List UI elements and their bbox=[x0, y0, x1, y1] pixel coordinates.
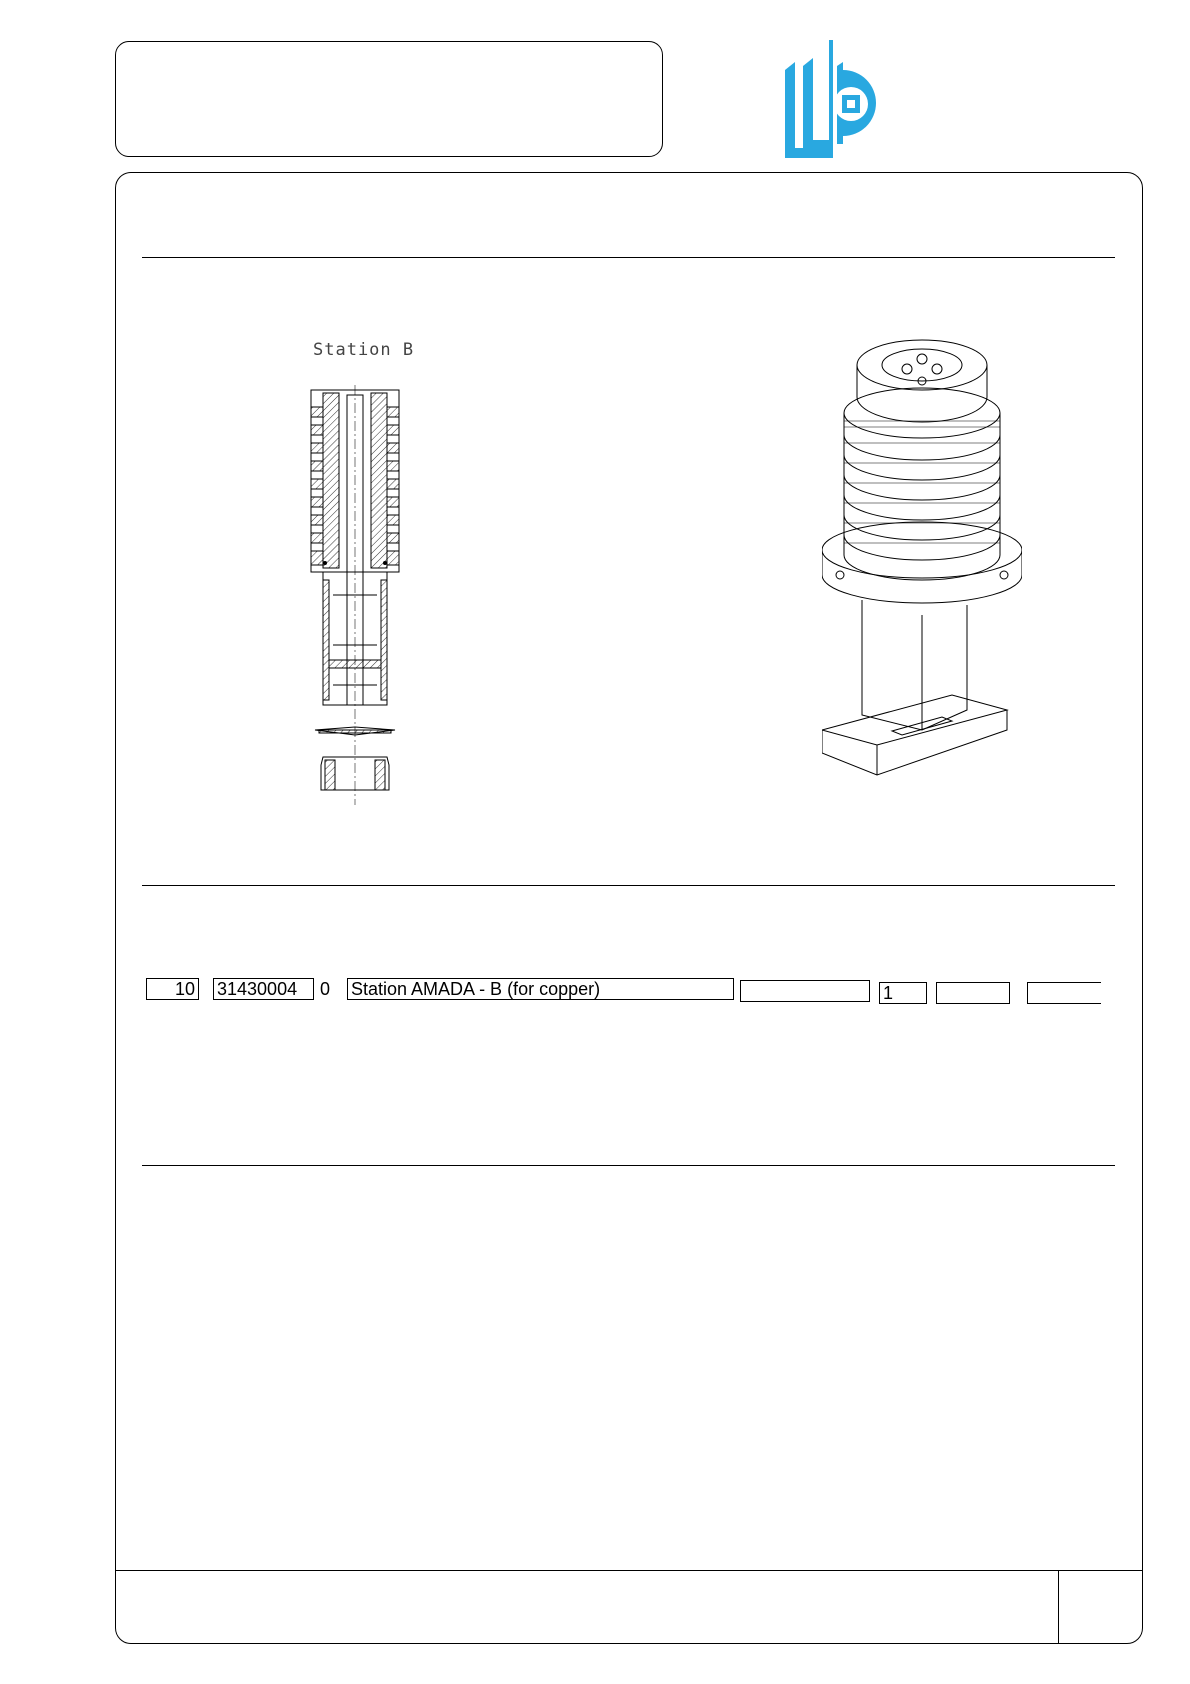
blank-field-5 bbox=[740, 980, 870, 1002]
footer-divider bbox=[115, 1570, 1143, 1571]
part-number-field: 31430004 bbox=[213, 978, 314, 1000]
position-field: 10 bbox=[146, 978, 199, 1000]
quantity-field: 1 bbox=[879, 982, 927, 1004]
blank-field-8 bbox=[1027, 982, 1101, 1004]
isometric-view-drawing bbox=[822, 335, 1022, 810]
blank-field-7 bbox=[936, 982, 1010, 1004]
section-view-drawing bbox=[285, 385, 425, 805]
title-block-box bbox=[115, 41, 663, 157]
revision-field: 0 bbox=[320, 979, 331, 999]
divider-top bbox=[142, 257, 1115, 258]
station-label: Station B bbox=[313, 340, 415, 360]
footer-page-cell-divider bbox=[1058, 1570, 1059, 1643]
description-field: Station AMADA - B (for copper) bbox=[347, 978, 734, 1000]
divider-middle bbox=[142, 885, 1115, 886]
divider-bottom bbox=[142, 1165, 1115, 1166]
company-logo bbox=[785, 40, 880, 162]
